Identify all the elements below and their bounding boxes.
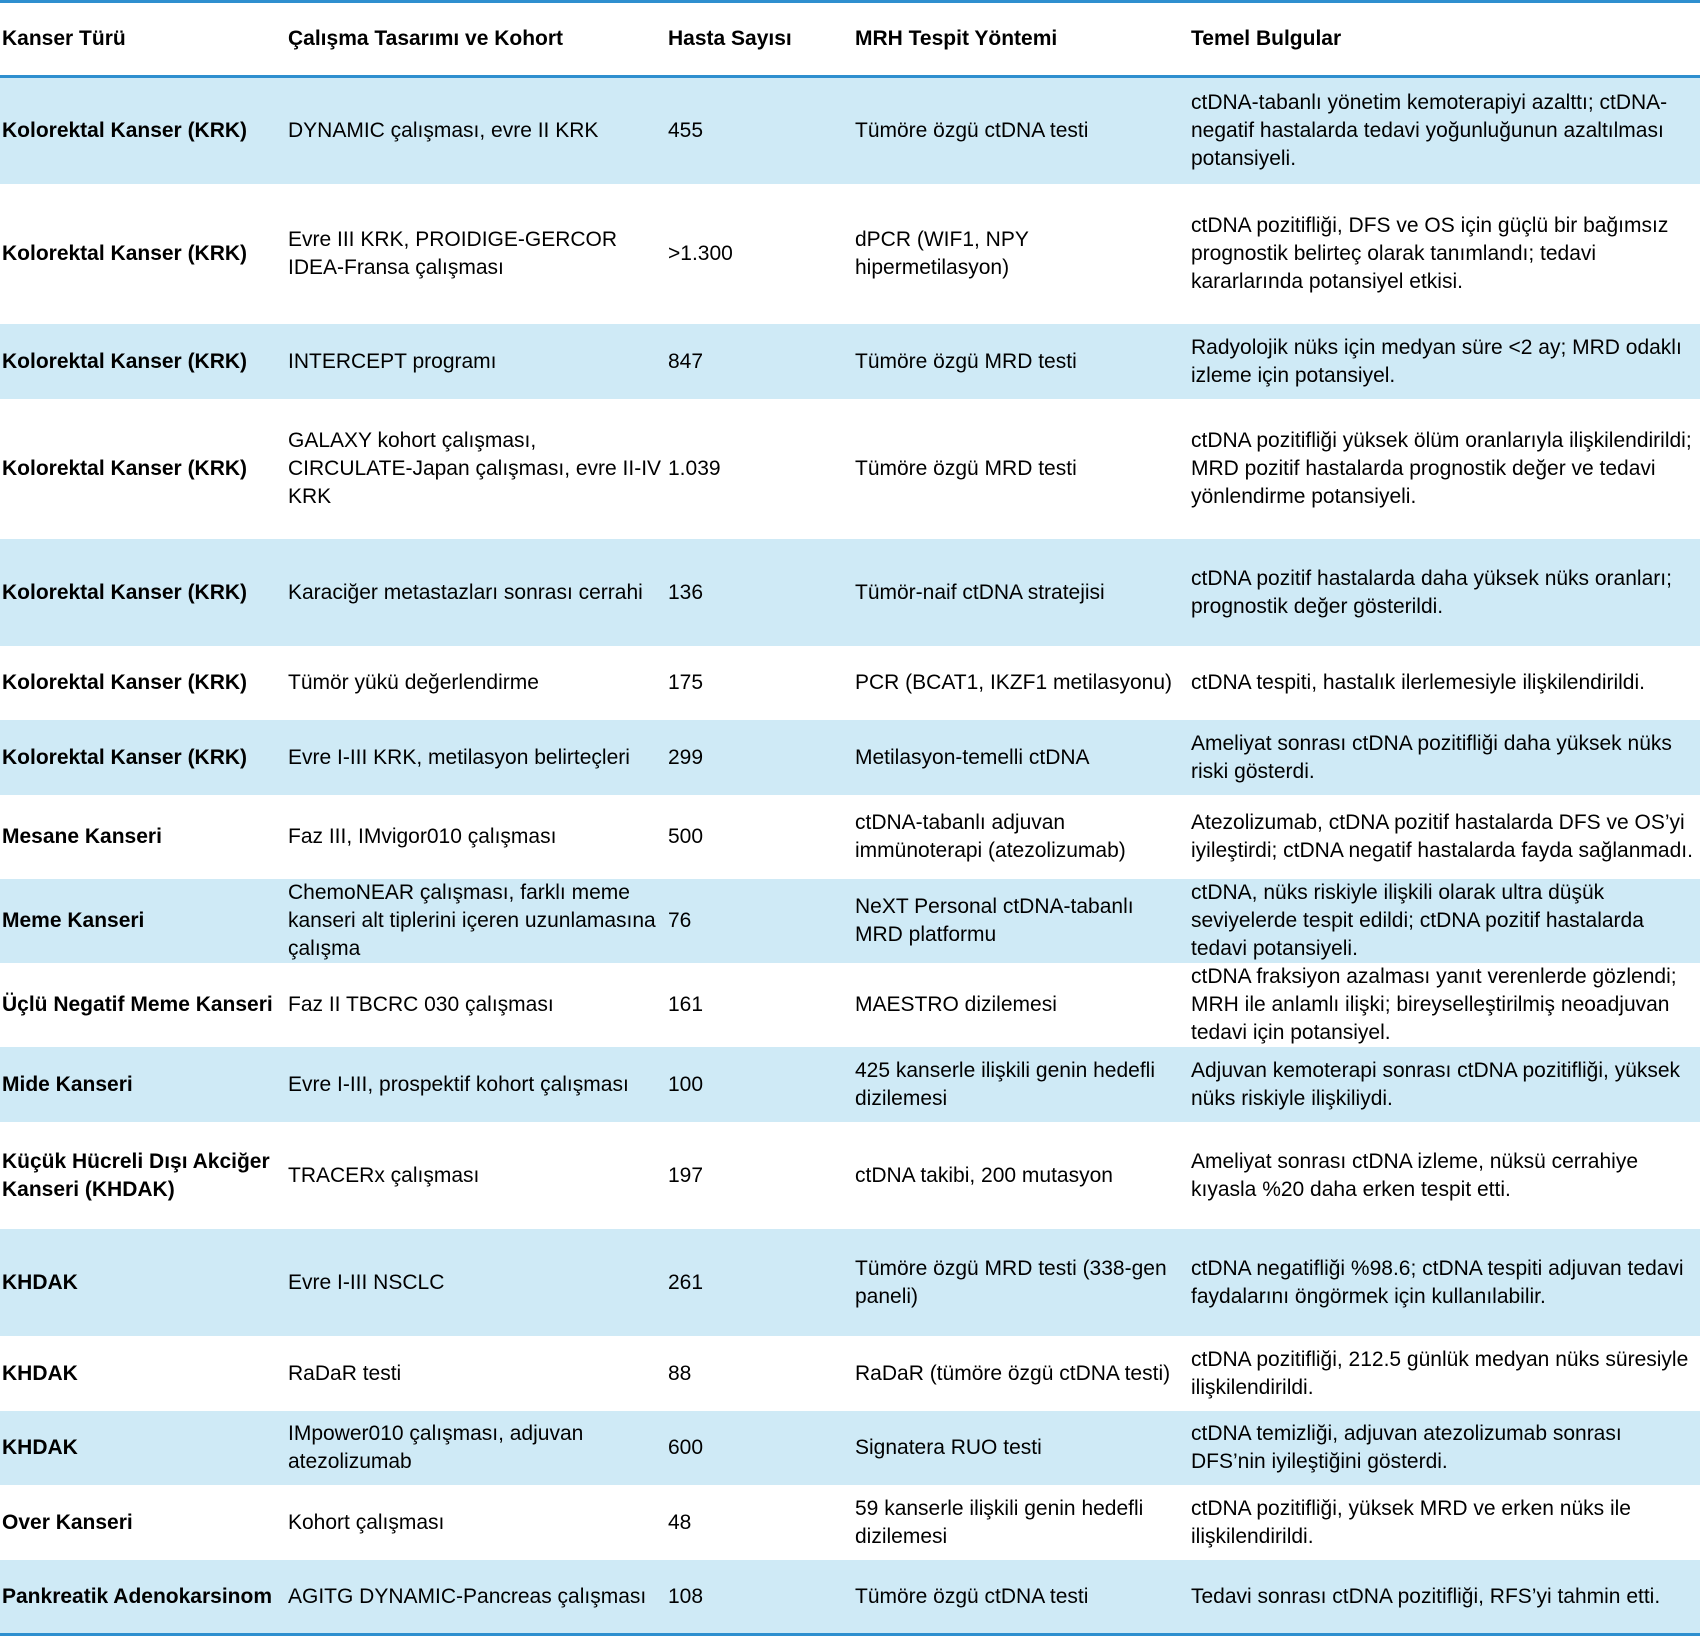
study-design-cell: Karaciğer metastazları sonrası cerrahi	[288, 580, 643, 604]
mrd-method-cell: PCR (BCAT1, IKZF1 metilasyonu)	[855, 671, 1173, 694]
mrd-method-cell: Tümöre özgü ctDNA testi	[855, 119, 1089, 142]
cancer-type-cell: Over Kanseri	[2, 1510, 133, 1534]
patient-count-cell: 197	[668, 1163, 704, 1187]
study-design-cell: INTERCEPT programı	[288, 349, 497, 373]
cancer-type-cell: Mide Kanseri	[2, 1072, 133, 1096]
study-design-cell: Evre I-III KRK, metilasyon belirteçleri	[288, 745, 630, 769]
table-row	[0, 795, 1700, 879]
cancer-type-cell: Kolorektal Kanser (KRK)	[2, 580, 248, 604]
study-design-cell: Faz II TBCRC 030 çalışması	[288, 993, 554, 1016]
patient-count-cell: 455	[668, 119, 704, 142]
header-patient-count: Hasta Sayısı	[668, 27, 792, 50]
key-findings-cell: ctDNA negatifliği %98.6; ctDNA tespiti adjuvan tedavi faydalarını öngörmek için kullanılabilir.	[1191, 1256, 1684, 1308]
patient-count-cell: 48	[668, 1510, 692, 1534]
cancer-type-cell: Mesane Kanseri	[2, 825, 162, 848]
study-design-cell: Evre I-III NSCLC	[288, 1270, 445, 1294]
key-findings-cell: ctDNA pozitif hastalarda daha yüksek nüks oranları; prognostik değer gösterildi.	[1191, 566, 1672, 618]
study-design-cell: DYNAMIC çalışması, evre II KRK	[288, 119, 599, 142]
table-row	[0, 963, 1700, 1047]
cancer-type-cell: Üçlü Negatif Meme Kanseri	[2, 993, 273, 1016]
study-design-cell: Tümör yükü değerlendirme	[288, 671, 539, 694]
mrd-method-cell: MAESTRO dizilemesi	[855, 993, 1057, 1016]
patient-count-cell: 299	[668, 745, 704, 769]
key-findings-cell: ctDNA tespiti, hastalık ilerlemesiyle ilişkilendirildi.	[1191, 671, 1645, 694]
table-row	[0, 646, 1700, 720]
mrd-method-cell: Tümöre özgü MRD testi	[855, 349, 1077, 373]
table-row	[0, 184, 1700, 324]
table-row	[0, 1122, 1700, 1229]
header-mrd-method: MRH Tespit Yöntemi	[855, 27, 1058, 50]
study-design-cell: Kohort çalışması	[288, 1510, 445, 1534]
key-findings-cell: ctDNA fraksiyon azalması yanıt verenlerde gözlendi; MRH ile anlamlı ilişki; bireyselleştirilmiş neoadjuvan tedavi için potansiyel.	[1191, 965, 1677, 1044]
cancer-type-cell: Meme Kanseri	[2, 909, 145, 932]
patient-count-cell: 100	[668, 1072, 704, 1096]
study-design-cell: Evre I-III, prospektif kohort çalışması	[288, 1072, 629, 1096]
key-findings-cell: Adjuvan kemoterapi sonrası ctDNA pozitifliği, yüksek nüks riskiyle ilişkiliydi.	[1191, 1058, 1681, 1110]
table-row	[0, 879, 1700, 963]
mrd-method-cell: dPCR (WIF1, NPY hipermetilasyon)	[855, 228, 1029, 279]
patient-count-cell: >1.300	[668, 242, 733, 265]
study-design-cell: RaDaR testi	[288, 1361, 402, 1385]
patient-count-cell: 161	[668, 993, 704, 1016]
key-findings-cell: Atezolizumab, ctDNA pozitif hastalarda DFS ve OS’yi iyileştirdi; ctDNA negatif hastalarda fayda sağlanmadı.	[1191, 811, 1693, 862]
key-findings-cell: Ameliyat sonrası ctDNA izleme, nüksü cerrahiye kıyasla %20 daha erken tespit etti.	[1191, 1149, 1638, 1201]
table-row	[0, 1485, 1700, 1560]
cancer-type-cell: Pankreatik Adenokarsinom	[2, 1584, 272, 1608]
patient-count-cell: 76	[668, 909, 692, 932]
patient-count-cell: 600	[668, 1436, 704, 1459]
mrd-method-cell: 59 kanserle ilişkili genin hedefli dizilemesi	[855, 1496, 1144, 1548]
cancer-type-cell: Kolorektal Kanser (KRK)	[2, 671, 248, 694]
cancer-type-cell: KHDAK	[2, 1361, 78, 1385]
cancer-type-cell: Kolorektal Kanser (KRK)	[2, 119, 248, 142]
key-findings-cell: ctDNA pozitifliği, yüksek MRD ve erken nüks ile ilişkilendirildi.	[1191, 1496, 1631, 1548]
study-design-cell: Faz III, IMvigor010 çalışması	[288, 825, 557, 848]
patient-count-cell: 1.039	[668, 457, 721, 480]
cancer-type-cell: Kolorektal Kanser (KRK)	[2, 349, 248, 373]
key-findings-cell: ctDNA pozitifliği yüksek ölüm oranlarıyla ilişkilendirildi; MRD pozitif hastalarda prognostik değer ve tedavi yönlendirme potansiyeli.	[1191, 429, 1692, 508]
key-findings-cell: ctDNA pozitifliği, 212.5 günlük medyan nüks süresiyle ilişkilendirildi.	[1191, 1347, 1689, 1399]
table-row	[0, 1047, 1700, 1122]
header-study-design: Çalışma Tasarımı ve Kohort	[288, 27, 564, 50]
table-row	[0, 324, 1700, 399]
patient-count-cell: 88	[668, 1361, 692, 1385]
patient-count-cell: 847	[668, 349, 704, 373]
study-design-cell: GALAXY kohort çalışması, CIRCULATE-Japan çalışması, evre II-IV KRK	[288, 429, 662, 508]
table-row	[0, 539, 1700, 646]
key-findings-cell: ctDNA, nüks riskiyle ilişkili olarak ultra düşük seviyelerde tespit edildi; ctDNA pozitif hastalarda tedavi potansiyeli.	[1191, 881, 1644, 960]
mrd-method-cell: Tümöre özgü ctDNA testi	[855, 1584, 1089, 1608]
table-row	[0, 1560, 1700, 1633]
mrd-method-cell: RaDaR (tümöre özgü ctDNA testi)	[855, 1361, 1171, 1385]
mrd-method-cell: Tümör-naif ctDNA stratejisi	[855, 580, 1105, 604]
header-key-findings: Temel Bulgular	[1191, 27, 1342, 50]
patient-count-cell: 500	[668, 825, 704, 848]
table-row	[0, 1229, 1700, 1336]
mrd-method-cell: Signatera RUO testi	[855, 1436, 1042, 1459]
study-design-cell: IMpower010 çalışması, adjuvan atezolizumab	[288, 1422, 584, 1473]
table-row	[0, 78, 1700, 184]
patient-count-cell: 136	[668, 580, 704, 604]
patient-count-cell: 261	[668, 1270, 704, 1294]
patient-count-cell: 175	[668, 671, 704, 694]
key-findings-cell: ctDNA temizliği, adjuvan atezolizumab sonrası DFS’nin iyileştiğini gösterdi.	[1191, 1422, 1622, 1473]
key-findings-cell: ctDNA-tabanlı yönetim kemoterapiyi azalttı; ctDNA-negatif hastalarda tedavi yoğunluğunun azaltılması potansiyeli.	[1191, 91, 1668, 170]
table-row	[0, 399, 1700, 539]
table-row	[0, 1336, 1700, 1411]
cancer-type-cell: Kolorektal Kanser (KRK)	[2, 745, 248, 769]
cancer-type-cell: Küçük Hücreli Dışı Akciğer Kanseri (KHDAK)	[2, 1149, 270, 1201]
cancer-type-cell: Kolorektal Kanser (KRK)	[2, 242, 248, 265]
key-findings-cell: Radyolojik nüks için medyan süre <2 ay; MRD odaklı izleme için potansiyel.	[1191, 335, 1682, 387]
mrd-method-cell: ctDNA takibi, 200 mutasyon	[855, 1163, 1113, 1187]
cancer-type-cell: Kolorektal Kanser (KRK)	[2, 457, 248, 480]
study-design-cell: AGITG DYNAMIC-Pancreas çalışması	[288, 1584, 647, 1608]
mrd-method-cell: Tümöre özgü MRD testi	[855, 457, 1077, 480]
table-row	[0, 1411, 1700, 1485]
key-findings-cell: Tedavi sonrası ctDNA pozitifliği, RFS’yi tahmin etti.	[1191, 1584, 1661, 1608]
key-findings-cell: ctDNA pozitifliği, DFS ve OS için güçlü bir bağımsız prognostik belirteç olarak tanımlandı; tedavi kararlarında potansiyel etkisi.	[1191, 214, 1669, 293]
study-design-cell: Evre III KRK, PROIDIGE-GERCOR IDEA-Fransa çalışması	[288, 228, 618, 279]
mrd-method-cell: 425 kanserle ilişkili genin hedefli dizilemesi	[855, 1058, 1156, 1110]
mrd-method-cell: ctDNA-tabanlı adjuvan immünoterapi (atezolizumab)	[855, 811, 1126, 862]
table-header-row	[0, 3, 1700, 75]
mrd-method-cell: NeXT Personal ctDNA-tabanlı MRD platformu	[855, 895, 1134, 946]
table-row	[0, 720, 1700, 795]
study-design-cell: TRACERx çalışması	[288, 1163, 480, 1187]
mrd-method-cell: Tümöre özgü MRD testi (338-gen paneli)	[855, 1256, 1167, 1308]
patient-count-cell: 108	[668, 1584, 704, 1608]
cancer-type-cell: KHDAK	[2, 1436, 78, 1459]
mrd-method-cell: Metilasyon-temelli ctDNA	[855, 745, 1090, 769]
key-findings-cell: Ameliyat sonrası ctDNA pozitifliği daha yüksek nüks riski gösterdi.	[1191, 731, 1672, 783]
header-cancer-type: Kanser Türü	[2, 27, 126, 50]
table-bottom-rule	[0, 1633, 1700, 1636]
study-design-cell: ChemoNEAR çalışması, farklı meme kanseri alt tiplerini içeren uzunlamasına çalışma	[288, 881, 656, 960]
cancer-type-cell: KHDAK	[2, 1270, 78, 1294]
